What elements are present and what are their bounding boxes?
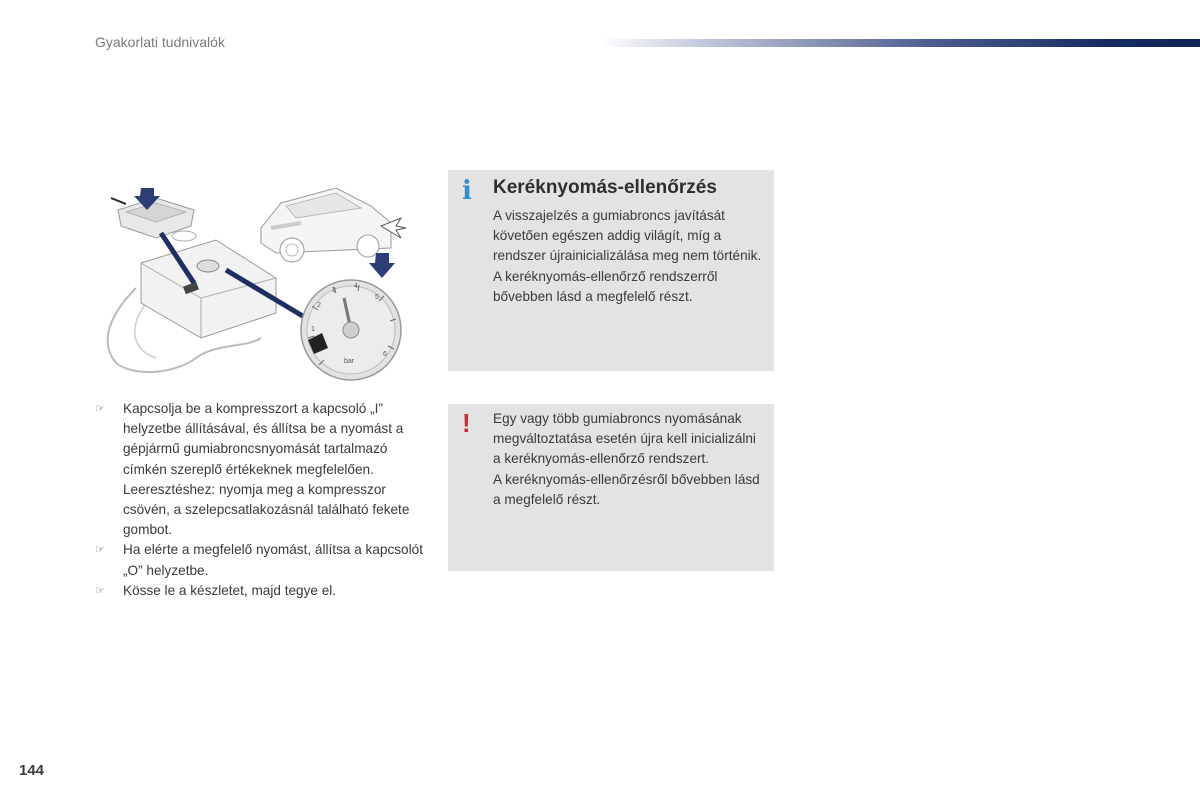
pointing-hand-icon: ☞: [95, 584, 105, 597]
pointing-hand-icon: ☞: [95, 544, 105, 557]
list-item: [95, 399, 430, 540]
info-box-title: Keréknyomás-ellenőrzés: [493, 177, 717, 198]
compressor-illustration: [96, 168, 416, 388]
warning-icon: !: [462, 408, 471, 438]
warning-paragraph: Egy vagy több gumiabroncs nyomásának megváltoztatása esetén újra kell inicializálni a keréknyomás-ellenőrző rendszert.: [493, 411, 756, 467]
info-paragraph: A visszajelzés a gumiabroncs javítását követően egészen addig világít, míg a rendszer újrainicializálása meg nem történik.: [493, 208, 762, 264]
car-drawing: [261, 188, 406, 262]
list-item: [95, 540, 430, 580]
warning-paragraph: A keréknyomás-ellenőrzésről bővebben lásd a megfelelő részt.: [493, 471, 760, 507]
svg-text:3: 3: [332, 287, 336, 294]
svg-text:1: 1: [311, 326, 315, 333]
svg-text:4: 4: [354, 283, 358, 290]
svg-text:2: 2: [317, 302, 321, 309]
pressure-gauge: [301, 280, 401, 380]
page-number: 144: [19, 762, 45, 779]
info-icon: i: [462, 176, 472, 206]
info-box-text: [493, 206, 765, 307]
svg-text:6: 6: [383, 351, 387, 358]
sealant-cartridge: [118, 198, 196, 241]
warning-box-text: [493, 409, 765, 510]
svg-text:5: 5: [375, 294, 379, 301]
instruction-list: [95, 399, 430, 601]
chapter-title: Gyakorlati tudnivalók: [95, 34, 225, 50]
gauge-unit-label: bar: [344, 358, 355, 365]
warning-box: [448, 404, 774, 571]
list-item-text: Kösse le a készletet, majd tegye el.: [123, 582, 337, 598]
list-item-text: Ha elérte a megfelelő nyomást, állítsa a kapcsolót „O” helyzetbe.: [123, 542, 423, 578]
list-item: [95, 581, 430, 601]
list-item-text: Kapcsolja be a kompresszort a kapcsoló „I” helyzetbe állításával, és állítsa be a nyomást a gépjármű gumiabroncsnyomását tartalmazó címkén szereplő értékeknek megfelelően.: [123, 401, 404, 477]
info-box: [448, 170, 774, 371]
pointing-hand-icon: ☞: [95, 403, 105, 415]
list-item-text: Leeresztéshez: nyomja meg a kompresszor csövén, a szelepcsatlakozásnál található fekete gombot.: [123, 481, 410, 538]
header-gradient-bar: [600, 39, 1200, 47]
info-paragraph: A keréknyomás-ellenőrző rendszerről bővebben lásd a megfelelő részt.: [493, 268, 718, 304]
